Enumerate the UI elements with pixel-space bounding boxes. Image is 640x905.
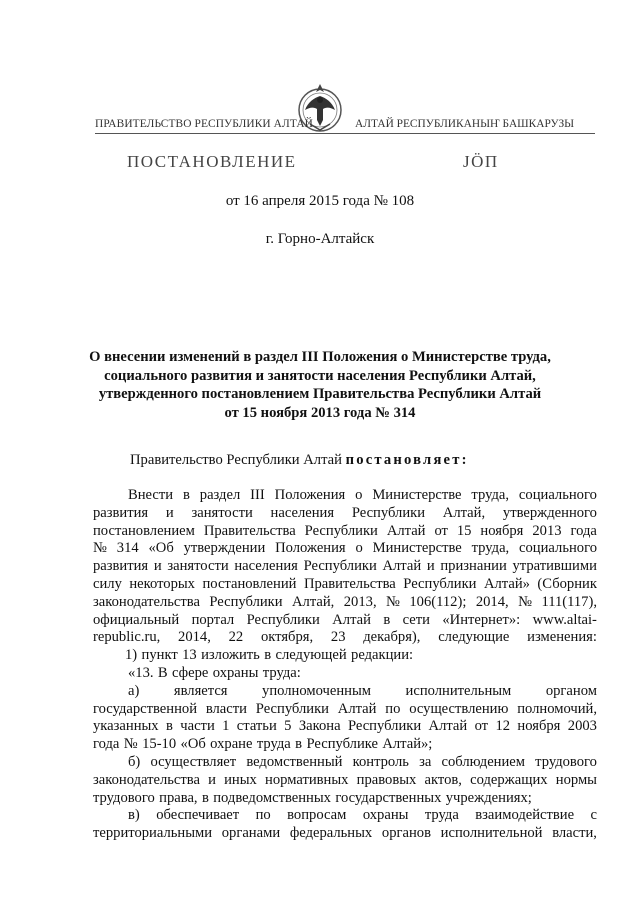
body-word: по [385, 700, 401, 717]
body-line [93, 825, 597, 843]
body-word: 23 [330, 629, 346, 646]
body-word: изменения: [527, 629, 597, 646]
body-word: сети [402, 611, 430, 628]
body-word: в [264, 647, 272, 664]
body-word: Положения [274, 487, 346, 503]
body-word: развития [93, 558, 149, 575]
body-word: в [201, 789, 209, 806]
body-word: населения [270, 504, 335, 521]
body-word: государственной [93, 700, 198, 717]
title-line: О внесении изменений в раздел III Положения о Министерстве труда, [89, 349, 551, 365]
preamble-verb: постановляет: [345, 452, 469, 468]
body-line [93, 594, 597, 612]
body-word: Правительства [303, 575, 396, 592]
body-line [93, 790, 597, 808]
body-line [93, 523, 597, 541]
body-word: Алтай, [292, 593, 335, 610]
body-word: 15-10 [142, 736, 177, 753]
body-word: Внести [128, 487, 174, 503]
body-word: полномочий, [517, 700, 597, 717]
body-word: раздел [199, 487, 241, 503]
body-word: труда, [471, 540, 510, 557]
body-word: власти, [552, 825, 597, 842]
body-word: труда, [471, 487, 510, 503]
body-word: сфере [172, 664, 209, 681]
body-word: от [434, 522, 448, 539]
body-line [93, 505, 597, 523]
body-word: Республики [304, 522, 378, 539]
title-line: от 15 ноября 2013 года № 314 [224, 404, 416, 421]
body-word: года [570, 522, 597, 539]
body-word: № [518, 593, 533, 610]
body-word: 111(117), [541, 593, 597, 610]
body-word: № [386, 593, 400, 610]
body-word: б) [128, 753, 141, 770]
title-line: утвержденного постановлением Правительства Республики Алтай [98, 386, 542, 402]
body-line [93, 665, 597, 683]
body-word: за [419, 753, 432, 770]
body-line [93, 540, 597, 558]
body-word: 2014, [475, 593, 509, 610]
body-word: Алтай»; [382, 736, 433, 753]
body-word: исполнительным [405, 682, 512, 699]
body-word: редакции: [351, 647, 414, 664]
body-word: Министерстве [372, 487, 462, 503]
body-word: и [208, 771, 216, 788]
body-line [93, 754, 597, 772]
body-word: Республики [255, 700, 329, 717]
body-word: № [123, 736, 138, 753]
body-word: Алтай [386, 522, 426, 539]
preamble-subject: Правительство Республики Алтай [130, 452, 342, 468]
body-word: года [93, 736, 120, 753]
body-word: ноября [480, 522, 524, 539]
body-line [93, 558, 597, 576]
body-word: Алтай [382, 558, 422, 575]
body-word: содержащих [470, 771, 548, 788]
document-body [93, 487, 597, 843]
document-type-ru: ПОСТАНОВЛЕНИЕ [127, 152, 297, 171]
body-word: власти [205, 700, 247, 717]
body-word: www.altai- [532, 611, 597, 628]
body-word: 15 [456, 522, 472, 539]
body-word: законодательства [93, 771, 200, 788]
body-word: «Интернет»: [442, 611, 521, 628]
body-word: и [426, 558, 435, 575]
body-word: с [590, 807, 597, 824]
body-word: признании [440, 558, 507, 575]
body-word: подведомственных [213, 789, 331, 806]
body-word: трудового [535, 753, 597, 770]
body-word: постановлением [93, 522, 195, 539]
body-word: октября, [260, 629, 314, 646]
body-word: Республики [347, 718, 422, 735]
body-word: органов [381, 825, 431, 842]
body-word: осуществляет [150, 753, 237, 770]
body-word: указанных [93, 718, 159, 735]
body-word: изложить [201, 647, 260, 664]
body-line [93, 807, 597, 825]
body-word: населения [234, 558, 298, 575]
body-word: охраны [212, 664, 259, 681]
body-word: декабря), [363, 629, 421, 646]
body-word: Алтай [428, 718, 468, 735]
body-word: силу [93, 575, 122, 592]
body-word: законодательства [93, 593, 200, 610]
body-word: III [250, 487, 265, 503]
government-name-ru: ПРАВИТЕЛЬСТВО РЕСПУБЛИКИ АЛТАЙ [95, 118, 313, 130]
body-word: постановлений [202, 575, 297, 592]
body-word: органами [221, 825, 281, 842]
body-word: пункт [141, 647, 178, 664]
body-word: а) [128, 682, 140, 699]
body-word: утратившими [512, 558, 597, 575]
document-date-number: от 16 апреля 2015 года № 108 [225, 193, 415, 209]
body-word: социального [518, 487, 597, 503]
body-word: ведомственный [246, 753, 343, 770]
body-word: в [383, 611, 391, 628]
body-word: и [153, 558, 162, 575]
body-word: в) [128, 807, 140, 824]
body-line [93, 736, 597, 754]
body-word: государственных [335, 789, 442, 806]
body-word: Правительства [203, 522, 296, 539]
body-word: Алтай, [442, 504, 486, 521]
body-word: по [255, 807, 271, 824]
body-word: осуществлению [409, 700, 509, 717]
body-word: контроль [352, 753, 409, 770]
body-word: федеральных [289, 825, 373, 842]
body-word: в [295, 736, 303, 753]
body-word: republic.ru, [93, 629, 161, 646]
body-word: некоторых [129, 575, 195, 592]
body-word: Республики [303, 558, 377, 575]
body-word: социального [519, 540, 597, 557]
body-word: труда [424, 807, 459, 824]
body-word: Положения [275, 540, 346, 557]
body-word: развития [93, 504, 149, 521]
body-word: 5 [284, 718, 292, 735]
document-type-alt: JӦП [463, 152, 499, 171]
body-word: портал [191, 611, 235, 628]
body-word: «13. [128, 664, 154, 681]
body-word: взаимодействие [475, 807, 575, 824]
body-word: территориальными [93, 825, 213, 842]
body-word: занятости [191, 504, 253, 521]
body-word: обеспечивает [156, 807, 240, 824]
body-word: Республики [209, 593, 283, 610]
body-word: Алтай [337, 700, 377, 717]
body-word: В [157, 664, 168, 681]
body-line [93, 647, 597, 665]
body-word: охраны [362, 807, 409, 824]
title-line: социального развития и занятости населения Республики Алтай, [104, 367, 536, 384]
body-word: следующие [438, 629, 510, 646]
body-word: уполномоченным [262, 682, 372, 699]
body-word: Республики [246, 611, 320, 628]
document-city: г. Горно-Алтайск [265, 231, 375, 247]
body-word: в [165, 718, 173, 735]
body-word: вопросам [287, 807, 347, 824]
body-word: в [182, 487, 190, 503]
body-word: иных [224, 771, 257, 788]
body-word: 2003 [567, 718, 597, 735]
body-word: 2013, [343, 593, 377, 610]
body-word: о [355, 540, 363, 557]
body-word: утвержденного [502, 504, 597, 521]
body-line [93, 683, 597, 701]
body-word: является [173, 682, 228, 699]
body-word: Республике [306, 736, 378, 753]
body-word: 106(112); [409, 593, 467, 610]
body-word: права, [159, 789, 198, 806]
body-word: и [165, 504, 174, 521]
body-word: труда: [262, 664, 301, 681]
body-word: 2014, [178, 629, 211, 646]
body-line [93, 576, 597, 594]
body-word: о [355, 487, 363, 503]
body-word: 13 [182, 647, 197, 664]
body-word: органом [545, 682, 597, 699]
body-word: Министерстве [372, 540, 462, 557]
body-word: «Об [180, 736, 206, 753]
body-word: Закона [298, 718, 341, 735]
document-title [80, 348, 560, 422]
body-word: трудового [93, 789, 155, 806]
body-word: (Сборник [537, 575, 597, 592]
body-word: Алтай [332, 611, 371, 628]
body-word: «Об [148, 540, 174, 557]
body-word: Республики [351, 504, 426, 521]
body-word: части [180, 718, 215, 735]
body-word: охране [210, 736, 253, 753]
body-line [93, 718, 597, 736]
body-line [93, 612, 597, 630]
body-word: ноября [517, 718, 561, 735]
body-word: нормативных [265, 771, 349, 788]
body-word: Республики [403, 575, 477, 592]
body-word: 1) [125, 647, 138, 664]
preamble [130, 452, 469, 469]
body-word: правовых [356, 771, 417, 788]
body-word: Алтай» [483, 575, 530, 592]
body-word: 314 [116, 540, 139, 557]
body-word: нормы [555, 771, 597, 788]
body-word: статьи [236, 718, 277, 735]
body-word: официальный [93, 611, 180, 628]
body-line [93, 772, 597, 790]
body-word: 2013 [532, 522, 562, 539]
body-line [93, 701, 597, 719]
header-divider [95, 133, 595, 134]
body-word: утверждении [183, 540, 266, 557]
body-word: № [93, 540, 107, 557]
body-word: соблюдением [441, 753, 526, 770]
body-word: занятости [167, 558, 229, 575]
body-word: 22 [228, 629, 244, 646]
body-line [93, 487, 597, 505]
body-word: от [474, 718, 489, 735]
body-line [93, 629, 597, 647]
government-name-alt: АЛТАЙ РЕСПУБЛИКАНЫҤ БАШКАРУЗЫ [355, 118, 575, 130]
body-word: труда [256, 736, 291, 753]
body-word: учреждениях; [445, 789, 532, 806]
body-word: актов, [424, 771, 462, 788]
body-word: 1 [222, 718, 230, 735]
body-word: следующей [275, 647, 347, 664]
body-word: 12 [495, 718, 511, 735]
body-word: исполнительной [440, 825, 543, 842]
